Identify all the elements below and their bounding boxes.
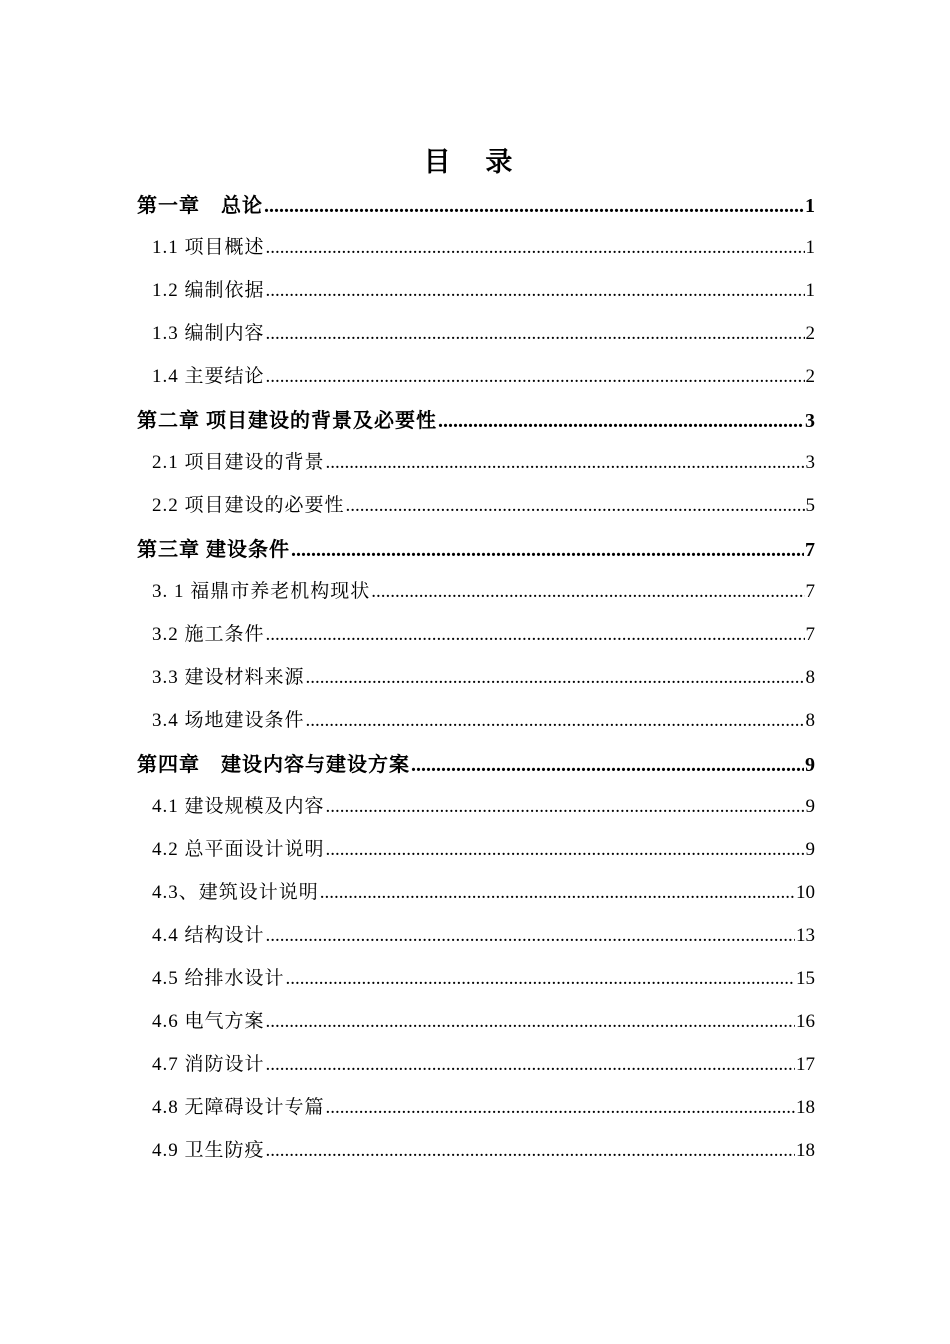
toc-entry[interactable] bbox=[152, 232, 815, 259]
toc-entry-label: 4.3、建筑设计说明 bbox=[152, 882, 319, 903]
toc-leader-dots bbox=[326, 1097, 795, 1119]
toc-entry-label: 3.2 施工条件 bbox=[152, 624, 265, 645]
toc-entry-page: 15 bbox=[796, 968, 815, 989]
toc-entry[interactable] bbox=[152, 705, 815, 732]
toc-entry-page: 18 bbox=[796, 1140, 815, 1161]
toc-entry[interactable] bbox=[152, 576, 815, 603]
toc-entry-page: 9 bbox=[805, 796, 815, 817]
toc-entry-label: 4.9 卫生防疫 bbox=[152, 1140, 265, 1161]
toc-entry-page: 3 bbox=[805, 410, 815, 432]
toc-entry-label: 1.4 主要结论 bbox=[152, 366, 265, 387]
toc-entry-page: 17 bbox=[796, 1054, 815, 1075]
toc-leader-dots bbox=[320, 882, 795, 904]
toc-entry[interactable] bbox=[152, 490, 815, 517]
toc-leader-dots bbox=[326, 452, 805, 474]
toc-entry[interactable] bbox=[137, 404, 815, 433]
toc-entry[interactable] bbox=[152, 275, 815, 302]
toc-leader-dots bbox=[266, 1054, 795, 1076]
toc-entry-label: 4.7 消防设计 bbox=[152, 1054, 265, 1075]
toc-entry-page: 1 bbox=[805, 195, 815, 217]
toc-entry[interactable] bbox=[152, 1135, 815, 1162]
toc-leader-dots bbox=[286, 968, 795, 990]
toc-entry-label: 第四章 建设内容与建设方案 bbox=[137, 754, 410, 776]
toc-entry-page: 1 bbox=[805, 237, 815, 258]
toc-entry[interactable] bbox=[152, 834, 815, 861]
toc-entry-page: 16 bbox=[796, 1011, 815, 1032]
toc-leader-dots bbox=[266, 366, 805, 388]
toc-entry-label: 3. 1 福鼎市养老机构现状 bbox=[152, 581, 371, 602]
toc-entry[interactable] bbox=[152, 318, 815, 345]
toc-entry-label: 1.3 编制内容 bbox=[152, 323, 265, 344]
toc-entry-label: 第一章 总论 bbox=[137, 195, 263, 217]
toc-entry-page: 5 bbox=[805, 495, 815, 516]
toc-entry[interactable] bbox=[152, 662, 815, 689]
toc-leader-dots bbox=[371, 581, 804, 603]
toc-entry-label: 3.3 建设材料来源 bbox=[152, 667, 305, 688]
toc-entry[interactable] bbox=[152, 1092, 815, 1119]
toc-entry-label: 3.4 场地建设条件 bbox=[152, 710, 305, 731]
toc-entry-label: 1.1 项目概述 bbox=[152, 237, 265, 258]
toc-entry[interactable] bbox=[152, 1049, 815, 1076]
toc-leader-dots bbox=[266, 237, 805, 259]
toc-entry-label: 2.1 项目建设的背景 bbox=[152, 452, 325, 473]
toc-entry[interactable] bbox=[152, 920, 815, 947]
toc-entry[interactable] bbox=[152, 877, 815, 904]
toc-leader-dots bbox=[438, 410, 804, 433]
toc-entry-page: 2 bbox=[805, 323, 815, 344]
toc-leader-dots bbox=[346, 495, 805, 517]
toc-entry-page: 7 bbox=[805, 624, 815, 645]
toc-entry-label: 4.4 结构设计 bbox=[152, 925, 265, 946]
toc-title: 目 录 bbox=[423, 147, 527, 177]
toc-leader-dots bbox=[411, 754, 804, 777]
toc-leader-dots bbox=[291, 539, 804, 562]
toc-entry-label: 4.2 总平面设计说明 bbox=[152, 839, 325, 860]
toc-entry[interactable] bbox=[152, 1006, 815, 1033]
toc-entry-page: 7 bbox=[805, 539, 815, 561]
toc-leader-dots bbox=[306, 710, 805, 732]
toc-entry-page: 8 bbox=[805, 710, 815, 731]
toc-entry-label: 第三章 建设条件 bbox=[137, 539, 290, 561]
toc-entry-label: 4.6 电气方案 bbox=[152, 1011, 265, 1032]
toc-entry-page: 3 bbox=[805, 452, 815, 473]
toc-entry[interactable] bbox=[152, 619, 815, 646]
toc-entry-label: 第二章 项目建设的背景及必要性 bbox=[137, 410, 437, 432]
toc-leader-dots bbox=[266, 1140, 795, 1162]
toc-leader-dots bbox=[264, 195, 804, 218]
toc-leader-dots bbox=[266, 323, 805, 345]
toc-entry-label: 2.2 项目建设的必要性 bbox=[152, 495, 345, 516]
toc-entry-page: 9 bbox=[805, 839, 815, 860]
toc-leader-dots bbox=[306, 667, 805, 689]
toc-entry-label: 4.8 无障碍设计专篇 bbox=[152, 1097, 325, 1118]
toc-entry-page: 9 bbox=[805, 754, 815, 776]
toc-entry-page: 8 bbox=[805, 667, 815, 688]
toc-leader-dots bbox=[266, 280, 805, 302]
toc-leader-dots bbox=[266, 925, 795, 947]
toc-entry[interactable] bbox=[137, 748, 815, 777]
toc-entry[interactable] bbox=[152, 447, 815, 474]
toc-entry[interactable] bbox=[152, 361, 815, 388]
toc-leader-dots bbox=[326, 839, 805, 861]
toc-entry-page: 10 bbox=[796, 882, 815, 903]
toc-entry-page: 13 bbox=[796, 925, 815, 946]
toc-entry-page: 7 bbox=[805, 581, 815, 602]
toc-leader-dots bbox=[266, 624, 805, 646]
toc-entry[interactable] bbox=[152, 963, 815, 990]
toc-entry[interactable] bbox=[137, 189, 815, 218]
toc-entry-label: 4.1 建设规模及内容 bbox=[152, 796, 325, 817]
toc-entry-label: 1.2 编制依据 bbox=[152, 280, 265, 301]
toc-entry-label: 4.5 给排水设计 bbox=[152, 968, 285, 989]
toc-entry-page: 1 bbox=[805, 280, 815, 301]
toc-entry[interactable] bbox=[152, 791, 815, 818]
toc-entry[interactable] bbox=[137, 533, 815, 562]
toc-entry-page: 2 bbox=[805, 366, 815, 387]
toc-leader-dots bbox=[266, 1011, 795, 1033]
toc-entry-page: 18 bbox=[796, 1097, 815, 1118]
toc-leader-dots bbox=[326, 796, 805, 818]
